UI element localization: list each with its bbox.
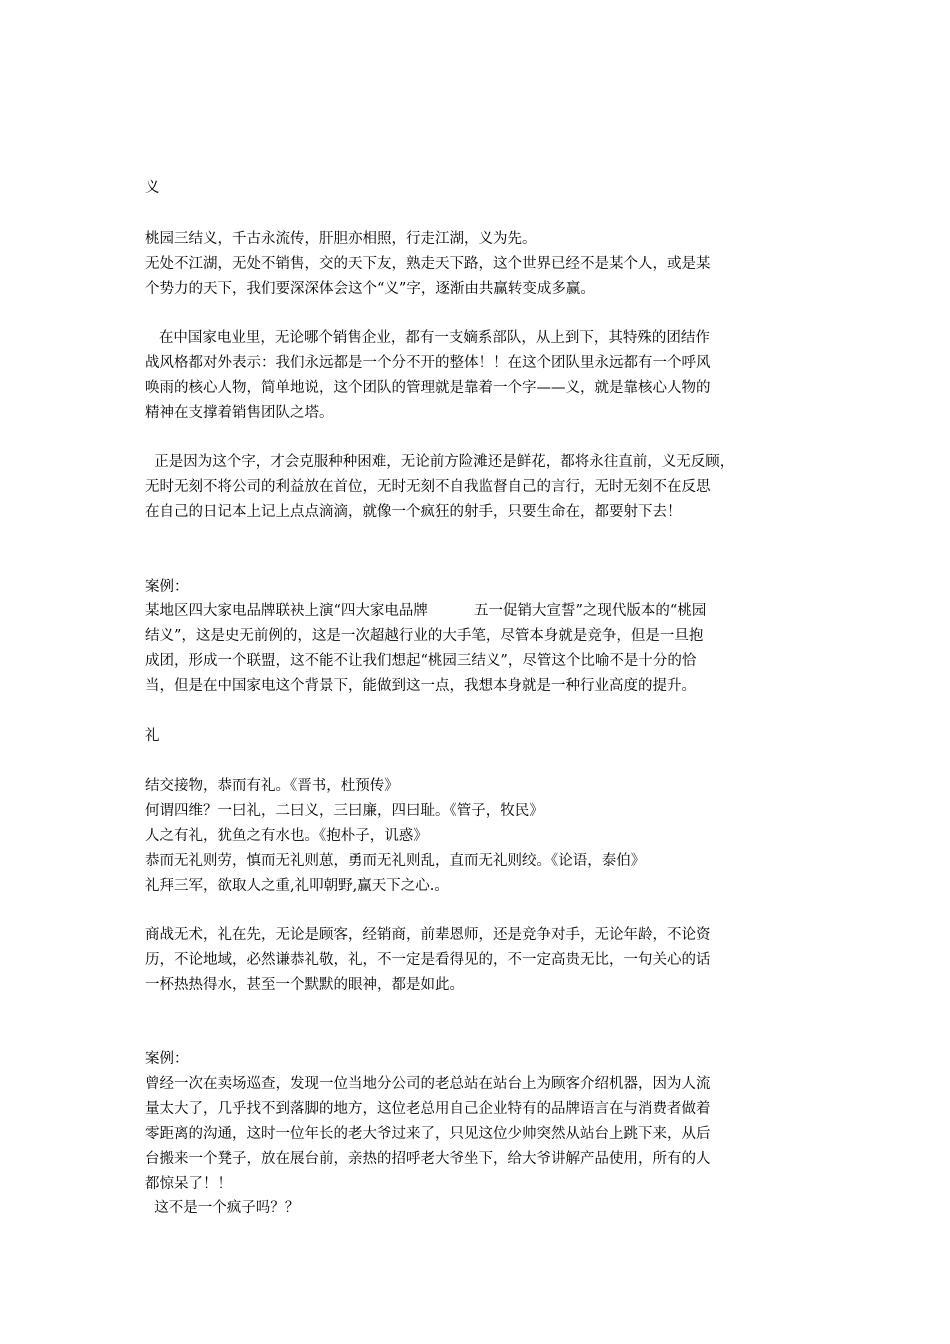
intro-line: 个势力的天下，我们要深深体会这个“义”字，逐渐由共赢转变成多赢。 — [145, 281, 595, 297]
section-heading-yi: 义 — [145, 180, 160, 196]
case-line: 零距离的沟通，这时一位年长的老大爷过来了，只见这位少帅突然从站台上跳下来，从后 — [145, 1126, 711, 1142]
case-label: 案例： — [145, 1051, 189, 1067]
case-line: 这不是一个疯子吗？？ — [145, 1200, 300, 1216]
case-line: 量太大了，几乎找不到落脚的地方，这位老总用自己企业特有的品牌语言在与消费者做着 — [145, 1101, 711, 1117]
case-label: 案例： — [145, 579, 189, 595]
paragraph-line: 正是因为这个字，才会克服种种困难，无论前方险滩还是鲜花，都将永往直前，义无反顾， — [145, 454, 735, 470]
intro-line: 桃园三结义，千古永流传，肝胆亦相照，行走江湖，义为先。 — [145, 231, 537, 247]
intro-line: 无处不江湖，无处不销售，交的天下友，熟走天下路，这个世界已经不是某个人，或是某 — [145, 256, 711, 272]
case-line: 当，但是在中国家电这个背景下，能做到这一点，我想本身就是一种行业高度的提升。 — [145, 678, 696, 694]
paragraph-line: 唤雨的核心人物，简单地说，这个团队的管理就是靠着一个字——义，就是靠核心人物的 — [145, 380, 711, 396]
quote-line: 何谓四维？一曰礼，二曰义，三曰廉，四曰耻。《管子，牧民》 — [145, 803, 544, 819]
quote-line: 人之有礼，犹鱼之有水也。《抱朴子，讥惑》 — [145, 828, 428, 844]
case-line: 结义”，这是史无前例的，这是一次超越行业的大手笔，尽管本身就是竞争，但是一旦抱 — [145, 628, 704, 644]
quote-line: 恭而无礼则劳，慎而无礼则葸，勇而无礼则乱，直而无礼则绞。《论语，泰伯》 — [145, 853, 646, 869]
case-line: 某地区四大家电品牌联袂上演“四大家电品牌 五一促销大宣誓”之现代版本的“桃园 — [145, 603, 707, 619]
quote-line: 结交接物，恭而有礼。《晋书，杜预传》 — [145, 778, 399, 794]
paragraph-line: 在自己的日记本上记上点点滴滴，就像一个疯狂的射手，只要生命在，都要射下去！ — [145, 504, 682, 520]
paragraph-line: 一杯热热得水，甚至一个默默的眼神，都是如此。 — [145, 977, 464, 993]
case-line: 成团，形成一个联盟，这不能不让我们想起“桃园三结义”，尽管这个比喻不是十分的恰 — [145, 653, 697, 669]
paragraph-line: 无时无刻不将公司的利益放在首位，无时无刻不自我监督自己的言行，无时无刻不在反思 — [145, 479, 711, 495]
paragraph-line: 精神在支撑着销售团队之塔。 — [145, 405, 334, 421]
paragraph-line: 战风格都对外表示：我们永远都是一个分不开的整体！！在这个团队里永远都有一个呼风 — [145, 355, 711, 371]
case-line: 曾经一次在卖场巡查，发现一位当地分公司的老总站在站台上为顾客介绍机器，因为人流 — [145, 1076, 711, 1092]
paragraph-line: 历，不论地域，必然谦恭礼敬，礼，不一定是看得见的，不一定高贵无比，一句关心的话 — [145, 952, 711, 968]
quote-line: 礼拜三军，欲取人之重,礼叩朝野,赢天下之心.。 — [145, 878, 449, 894]
case-line: 台搬来一个凳子，放在展台前，亲热的招呼老大爷坐下，给大爷讲解产品使用，所有的人 — [145, 1151, 711, 1167]
case-line: 都惊呆了！！ — [145, 1176, 232, 1192]
section-heading-li: 礼 — [145, 728, 160, 744]
paragraph-line: 在中国家电业里，无论哪个销售企业，都有一支嫡系部队，从上到下，其特殊的团结作 — [145, 330, 710, 346]
paragraph-line: 商战无术，礼在先，无论是顾客，经销商，前辈恩师，还是竞争对手，无论年龄，不论资 — [145, 927, 711, 943]
